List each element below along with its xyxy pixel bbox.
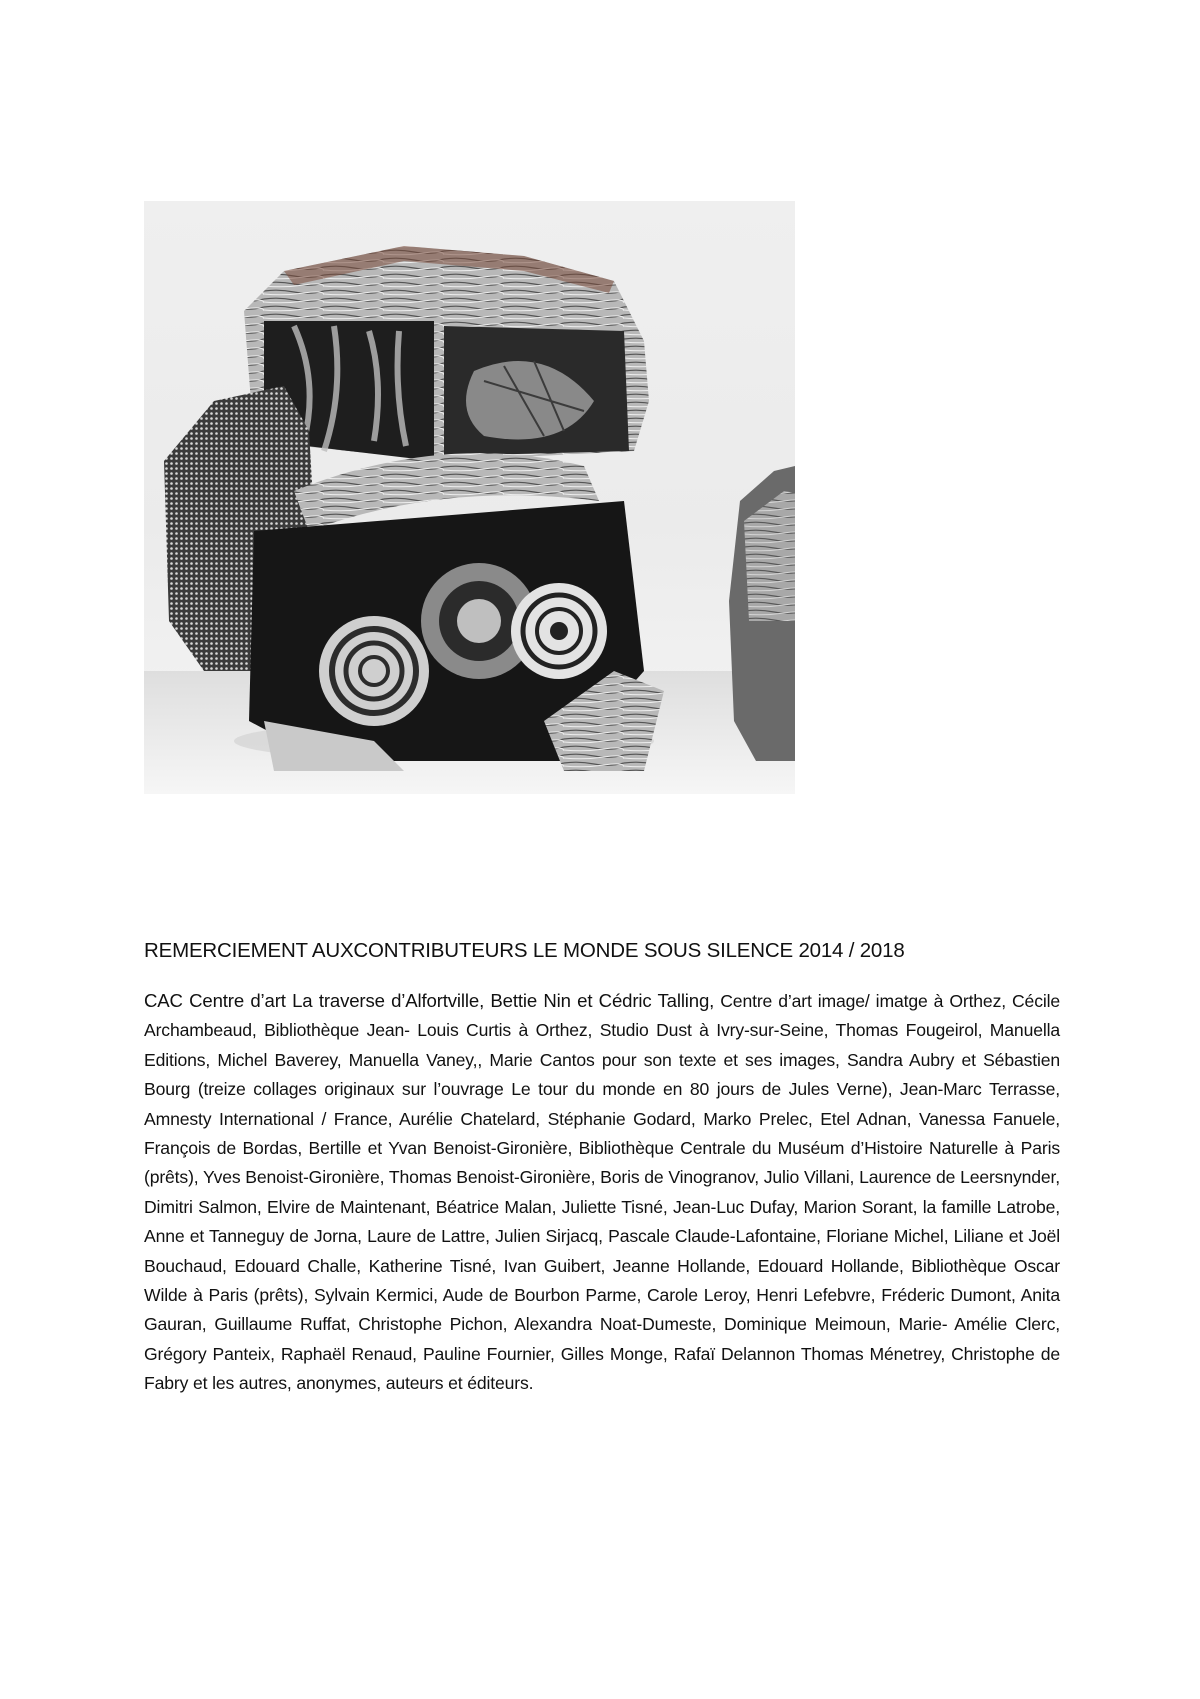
- acknowledgements-list: Centre d’art image/ imatge à Orthez, Cécile Archambeaud, Bibliothèque Jean- Louis Curtis à Orthez, Studio Dust à Ivry-sur-Seine, Thomas Fougeirol, Manuella Editions, Michel Baverey, Manuella Vaney,, Marie Cantos pour son texte et ses images, Sandra Aubry et Sébastien Bourg (treize collages originaux sur l’ouvrage Le tour du monde en 80 jours de Jules Verne), Jean-Marc Terrasse, Amnesty International / France, Aurélie Chatelard, Stéphanie Godard, Marko Prelec, Etel Adnan, Vanessa Fanuele, François de Bordas, Bertille et Yvan Benoist-Gironière, Bibliothèque Centrale du Muséum d’Histoire Naturelle à Paris (prêts), Yves Benoist-Gironière, Thomas Benoist-Gironière, Boris de Vinogranov, Julio Villani, Laurence de Leersnynder, Dimitri Salmon, Elvire de Maintenant, Béatrice Malan, Juliette Tisné, Jean-Luc Dufay, Marion Sorant, la famille Latrobe, Anne et Tanneguy de Jorna, Laure de Lattre, Julien Sirjacq, Pascale Claude-Lafontaine, Floriane Michel, Liliane et Joël Bouchaud, Edouard Challe, Katherine Tisné, Ivan Guibert, Jeanne Hollande, Edouard Hollande, Bibliothèque Oscar Wilde à Paris (prêts), Sylvain Kermici, Aude de Bourbon Parme, Carole Leroy, Henri Lefebvre, Fréderic Dumont, Anita Gauran, Guillaume Ruffat, Christophe Pichon, Alexandra Noat-Dumeste, Dominique Meimoun, Marie- Amélie Clerc, Grégory Panteix, Raphaël Renaud, Pauline Fournier, Gilles Monge, Rafaï Delannon Thomas Ménetrey, Christophe de Fabry et les autres, anonymes, auteurs et éditeurs.: [144, 991, 1060, 1394]
- acknowledgements-lead: CAC Centre d’art La traverse d’Alfortville, Bettie Nin et Cédric Talling,: [144, 990, 715, 1011]
- artwork-photo: [144, 201, 795, 794]
- page-heading: REMERCIEMENT AUXCONTRIBUTEURS LE MONDE SOUS SILENCE 2014 / 2018: [144, 939, 905, 962]
- collage-sculpture-image: [144, 201, 795, 794]
- acknowledgements-text: [144, 986, 1060, 1399]
